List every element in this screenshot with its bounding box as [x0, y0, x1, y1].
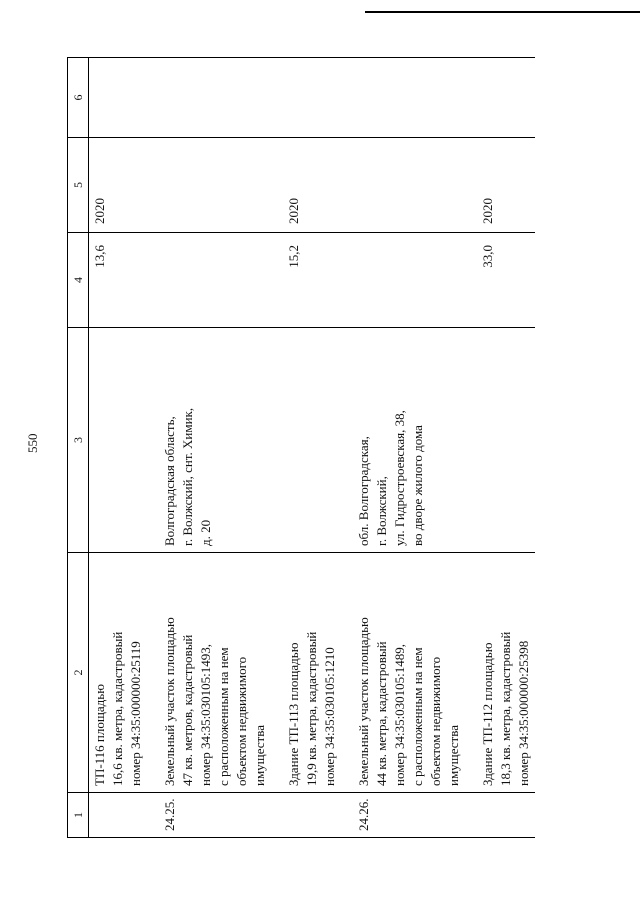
table-row: [147, 58, 271, 838]
page-number: 550: [25, 433, 40, 453]
top-rule: [365, 11, 640, 13]
object-description-cell-line: номер 34:35:030105:1489,: [392, 643, 407, 786]
object-description-cell-line: номер 34:35:000000:25119: [128, 641, 143, 786]
object-description-cell-line: 19,9 кв. метра, кадастровый: [304, 631, 319, 786]
column-header: 5: [68, 138, 89, 233]
column-header: 1: [68, 793, 89, 838]
area-cell: 33,0: [465, 233, 535, 328]
column-6-cell: [341, 58, 465, 138]
object-description-cell: [89, 553, 148, 793]
object-description-cell-line: 44 кв. метра, кадастровый: [374, 641, 389, 786]
object-description-cell-line: с расположенным на нем: [216, 647, 231, 786]
object-description-cell-line: 18,3 кв. метра, кадастровый: [498, 631, 513, 786]
object-description-cell-line: 47 кв. метров, кадастровый: [180, 634, 195, 786]
object-description-cell-line: имущества: [446, 725, 461, 786]
address-cell-line: ул. Гидростроевская, 38,: [392, 410, 407, 546]
document-page: [67, 58, 627, 838]
object-description-cell: [465, 553, 535, 793]
object-description-cell-line: Земельный участок площадью: [162, 617, 177, 786]
row-number-cell: 24.25.: [147, 793, 271, 838]
object-description-cell-line: Земельный участок площадью: [356, 617, 371, 786]
object-description-cell-line: имущества: [252, 725, 267, 786]
row-number-cell: [89, 793, 148, 838]
address-cell: [341, 328, 465, 553]
object-description-cell-line: объектом недвижимого: [234, 656, 249, 786]
area-cell: [147, 233, 271, 328]
object-description-cell-line: объектом недвижимого: [428, 656, 443, 786]
table-row: [465, 58, 535, 838]
address-cell-line: обл. Волгоградская,: [356, 436, 371, 546]
object-description-cell: [341, 553, 465, 793]
column-header: 2: [68, 553, 89, 793]
address-cell: [271, 328, 341, 553]
column-header: 3: [68, 328, 89, 553]
row-number-cell: [465, 793, 535, 838]
object-description-cell-line: номер 34:35:030105:1210: [322, 647, 337, 786]
address-cell-line: д. 20: [198, 519, 213, 546]
property-table: [67, 57, 535, 838]
table-row: [271, 58, 341, 838]
object-description-cell-line: Здание ТП-112 площадью: [480, 642, 495, 786]
address-cell: [465, 328, 535, 553]
object-description-cell: [271, 553, 341, 793]
year-cell: 2020: [271, 138, 341, 233]
object-description-cell-line: номер 34:35:030105:1493,: [198, 643, 213, 786]
column-6-cell: [271, 58, 341, 138]
header-row: [68, 58, 89, 838]
object-description-cell-line: ТП-116 площадью: [92, 684, 107, 786]
column-header: 6: [68, 58, 89, 138]
address-cell: [147, 328, 271, 553]
object-description-cell-line: с расположенным на нем: [410, 647, 425, 786]
address-cell-line: г. Волжский,: [374, 476, 389, 546]
object-description-cell: [147, 553, 271, 793]
object-description-cell-line: Здание ТП-113 площадью: [286, 642, 301, 786]
column-header: 4: [68, 233, 89, 328]
column-6-cell: [465, 58, 535, 138]
address-cell-line: г. Волжский, снт. Химик,: [180, 407, 195, 546]
area-cell: [341, 233, 465, 328]
object-description-cell-line: 16,6 кв. метра, кадастровый: [110, 631, 125, 786]
area-cell: 15,2: [271, 233, 341, 328]
address-cell-line: Волгоградская область,: [162, 416, 177, 546]
area-cell: 13,6: [89, 233, 148, 328]
year-cell: 2020: [465, 138, 535, 233]
year-cell: [341, 138, 465, 233]
table-row: [341, 58, 465, 838]
address-cell: [89, 328, 148, 553]
address-cell-line: во дворе жилого дома: [410, 425, 425, 546]
table-row: [89, 58, 148, 838]
row-number-cell: 24.26.: [341, 793, 465, 838]
year-cell: 2020: [89, 138, 148, 233]
object-description-cell-line: номер 34:35:000000:25398: [516, 640, 531, 786]
column-6-cell: [147, 58, 271, 138]
year-cell: [147, 138, 271, 233]
column-6-cell: [89, 58, 148, 138]
row-number-cell: [271, 793, 341, 838]
